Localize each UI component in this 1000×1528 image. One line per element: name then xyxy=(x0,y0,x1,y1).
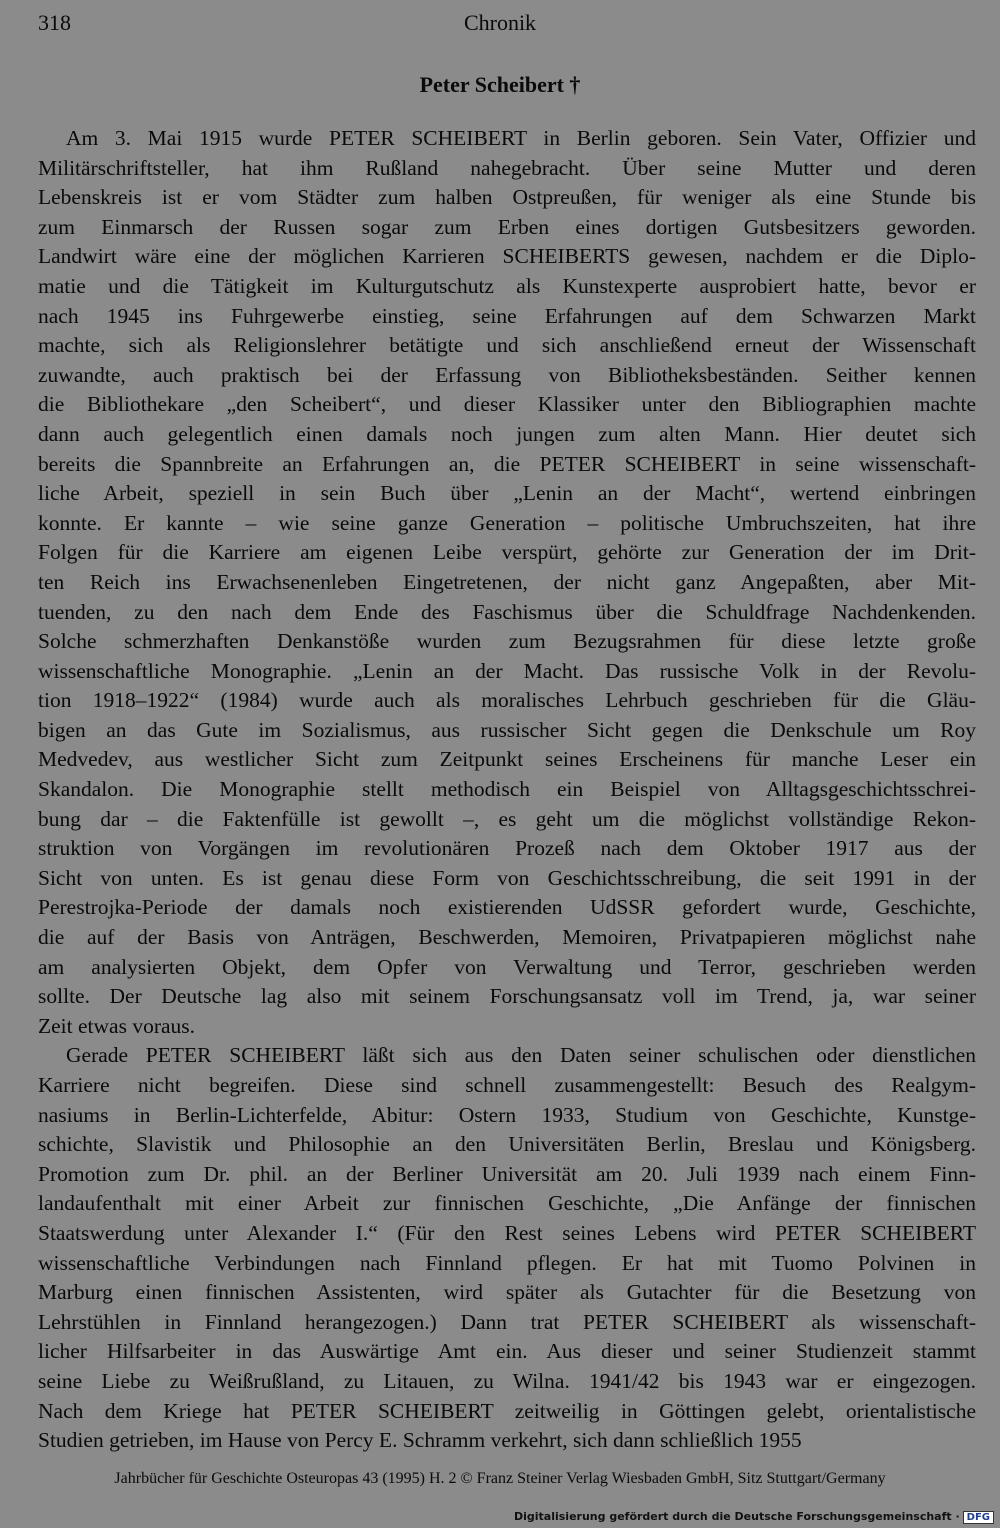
text-line: Staatswerdung unter Alexander I.“ (Für den Rest seines Lebens wird PETER SCHEIBERT xyxy=(38,1220,976,1245)
text-line: Lebenskreis ist er vom Städter zum halben Ostpreußen, für weniger als eine Stunde bis xyxy=(38,185,976,210)
text-line: Perestrojka-Periode der damals noch existierenden UdSSR gefordert wurde, Geschichte, xyxy=(38,895,976,920)
text-line: bereits die Spannbreite an Erfahrungen an, die PETER SCHEIBERT in seine wissenschaft- xyxy=(38,451,976,476)
text-line: bung dar – die Faktenfülle ist gewollt –, es geht um die möglichst vollständige Rekon- xyxy=(38,806,976,831)
running-head: Chronik xyxy=(463,10,537,35)
text-line: Am 3. Mai 1915 wurde PETER SCHEIBERT in Berlin geboren. Sein Vater, Offizier und xyxy=(66,126,976,150)
text-line: bigen an das Gute im Sozialismus, aus russischer Sicht gegen die Denkschule um Roy xyxy=(38,717,976,742)
text-line: nach 1945 ins Fuhrgewerbe einstieg, seine Erfahrungen auf dem Schwarzen Markt xyxy=(38,303,976,328)
text-line: Lehrstühlen in Finnland herangezogen.) Dann trat PETER SCHEIBERT als wissenschaft- xyxy=(38,1309,976,1334)
text-line: matie und die Tätigkeit im Kulturgutschutz als Kunstexperte ausprobiert hatte, bevor er xyxy=(38,273,976,298)
text-line: Zeit etwas voraus. xyxy=(38,1013,196,1038)
dfg-logo: DFG xyxy=(963,1511,994,1524)
text-line: die Bibliothekare „den Scheibert“, und dieser Klassiker unter den Bibliographien machte xyxy=(38,392,976,417)
article-title: Peter Scheibert † xyxy=(419,72,581,97)
text-line: Karriere nicht begreifen. Diese sind schnell zusammengestellt: Besuch des Realgym- xyxy=(38,1073,976,1097)
text-line: schichte, Slavistik und Philosophie an den Universitäten Berlin, Breslau und Königsberg. xyxy=(38,1132,976,1157)
text-line: machte, sich als Religionslehrer betätigte und sich anschließend erneut der Wissenschaft xyxy=(38,333,976,358)
text-line: Folgen für die Karriere am eigenen Leibe verspürt, gehörte zur Generation der im Drit- xyxy=(38,540,976,565)
text-line: Militärschriftsteller, hat ihm Rußland nahegebracht. Über seine Mutter und deren xyxy=(38,155,976,180)
page-number: 318 xyxy=(38,10,71,35)
text-line: Nach dem Kriege hat PETER SCHEIBERT zeitweilig in Göttingen gelebt, orientalistische xyxy=(38,1398,976,1423)
text-line: Medvedev, aus westlicher Sicht zum Zeitpunkt seines Erscheinens für manche Leser ein xyxy=(38,747,976,772)
text-line: Gerade PETER SCHEIBERT läßt sich aus den Daten seiner schulischen oder dienstlichen xyxy=(66,1043,976,1068)
text-line: Sicht von unten. Es ist genau diese Form von Geschichtsschreibung, die seit 1991 in der xyxy=(38,865,976,890)
text-line: zuwandte, auch praktisch bei der Erfassung von Bibliotheksbeständen. Seither kennen xyxy=(38,362,976,387)
text-line: tuenden, zu den nach dem Ende des Faschismus über die Schuldfrage Nachdenkenden. xyxy=(38,599,976,624)
text-line: landaufenthalt mit einer Arbeit zur finnischen Geschichte, „Die Anfänge der finnischen xyxy=(38,1191,976,1216)
digitization-text: Digitalisierung gefördert durch die Deutsche Forschungsgemeinschaft · xyxy=(513,1510,960,1523)
text-line: tion 1918–1922“ (1984) wurde auch als moralisches Lehrbuch geschrieben für die Gläu- xyxy=(38,688,976,713)
text-line: wissenschaftliche Verbindungen nach Finnland pflegen. Er hat mit Tuomo Polvinen in xyxy=(38,1250,976,1275)
page-header xyxy=(38,10,962,44)
text-line: ten Reich ins Erwachsenenleben Eingetretenen, der nicht ganz Angepaßten, aber Mit- xyxy=(38,569,976,594)
text-line: Solche schmerzhaften Denkanstöße wurden zum Bezugsrahmen für diese letzte große xyxy=(38,629,976,654)
text-line: struktion von Vorgängen im revolutionären Prozeß nach dem Oktober 1917 aus der xyxy=(38,836,976,861)
journal-footer: Jahrbücher für Geschichte Osteuropas 43 (1995) H. 2 © Franz Steiner Verlag Wiesbaden GmbH, Sitz Stuttgart/Germany xyxy=(114,1470,886,1487)
text-line: Promotion zum Dr. phil. an der Berliner Universität am 20. Juli 1939 nach einem Finn- xyxy=(38,1161,976,1186)
text-line: wissenschaftliche Monographie. „Lenin an der Macht. Das russische Volk in der Revolu- xyxy=(38,658,976,683)
text-line: am analysierten Objekt, dem Opfer von Verwaltung und Terror, geschrieben werden xyxy=(38,954,976,979)
text-line: Studien getrieben, im Hause von Percy E. Schramm verkehrt, sich dann schließlich 1955 xyxy=(38,1428,802,1453)
text-line: Marburg einen finnischen Assistenten, wird später als Gutachter für die Besetzung von xyxy=(38,1280,976,1305)
text-line: die auf der Basis von Anträgen, Beschwerden, Memoiren, Privatpapieren möglichst nahe xyxy=(38,925,976,950)
text-line: Landwirt wäre eine der möglichen Karrieren SCHEIBERTS gewesen, nachdem er die Diplo- xyxy=(38,244,976,269)
text-line: nasiums in Berlin-Lichterfelde, Abitur: Ostern 1933, Studium von Geschichte, Kunstge- xyxy=(38,1102,976,1127)
digitization-note xyxy=(514,1510,994,1524)
text-line: zum Einmarsch der Russen sogar zum Erben eines dortigen Gutsbesitzers geworden. xyxy=(38,214,976,239)
text-line: seine Liebe zu Weißrußland, zu Litauen, zu Wilna. 1941/42 bis 1943 war er eingezogen. xyxy=(38,1368,976,1393)
text-line: liche Arbeit, speziell in sein Buch über „Lenin an der Macht“, wertend einbringen xyxy=(38,481,976,506)
text-line: Skandalon. Die Monographie stellt methodisch ein Beispiel von Alltagsgeschichtsschrei- xyxy=(38,777,976,802)
article-body xyxy=(38,124,976,1456)
text-line: licher Hilfsarbeiter in das Auswärtige Amt ein. Aus dieser und seiner Studienzeit stammt xyxy=(38,1339,976,1364)
text-line: dann auch gelegentlich einen damals noch jungen zum alten Mann. Hier deutet sich xyxy=(38,421,976,446)
text-line: konnte. Er kannte – wie seine ganze Generation – politische Umbruchszeiten, hat ihre xyxy=(38,510,976,535)
text-line: sollte. Der Deutsche lag also mit seinem Forschungsansatz voll im Trend, ja, war seiner xyxy=(38,984,976,1009)
